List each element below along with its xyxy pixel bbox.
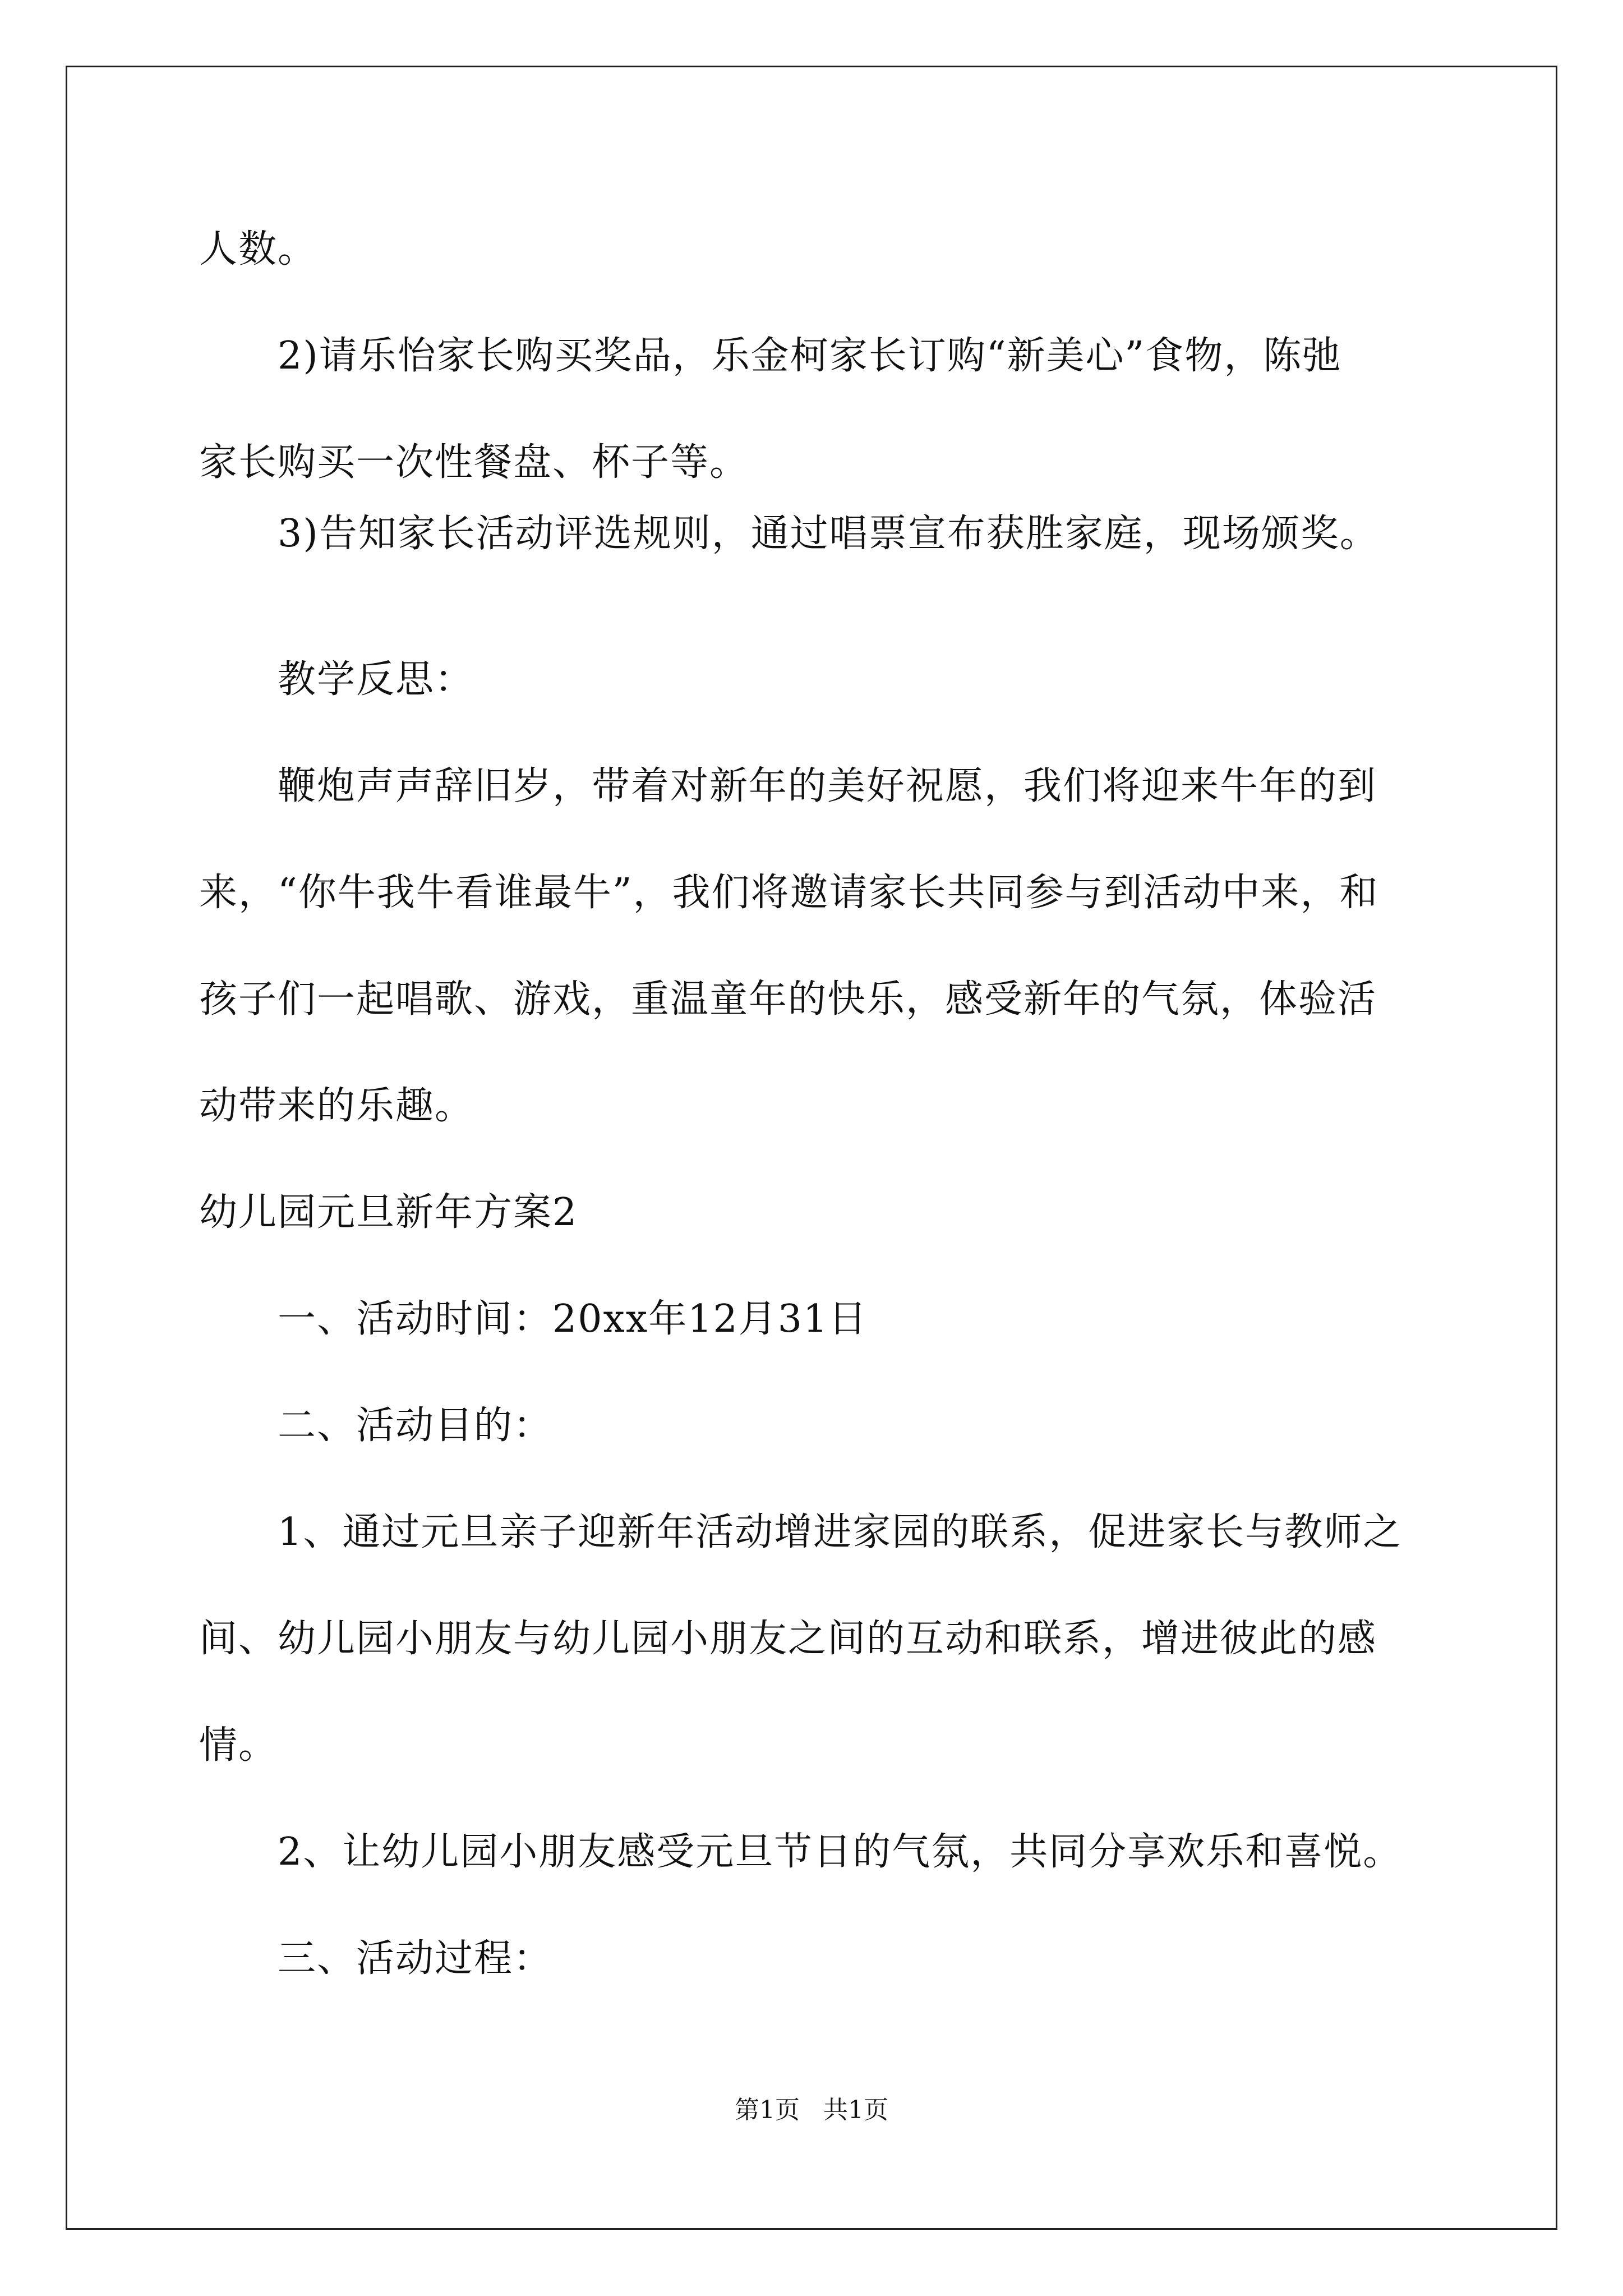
text-line: 人数。 bbox=[199, 227, 317, 272]
text-line: 2)请乐怡家长购买奖品，乐金柯家长订购“新美心”食物，陈弛 bbox=[278, 334, 1342, 378]
text-line: 3)告知家长活动评选规则，通过唱票宣布获胜家庭，现场颁奖。 bbox=[278, 512, 1379, 556]
text-line: 来，“你牛我牛看谁最牛”，我们将邀请家长共同参与到活动中来，和 bbox=[199, 871, 1379, 915]
page-footer: 第1页 共1页 bbox=[735, 2096, 888, 2124]
text-line: 孩子们一起唱歌、游戏，重温童年的快乐，感受新年的气氛，体验活 bbox=[199, 977, 1377, 1022]
text-line: 情。 bbox=[199, 1723, 278, 1768]
section-heading: 二、活动目的： bbox=[278, 1404, 553, 1448]
text-line: 1、通过元旦亲子迎新年活动增进家园的联系，促进家长与教师之 bbox=[278, 1510, 1403, 1554]
text-line: 家长购买一次性餐盘、杯子等。 bbox=[199, 440, 749, 485]
text-line: 动带来的乐趣。 bbox=[199, 1084, 474, 1128]
text-line: 一、活动时间：20xx年12月31日 bbox=[278, 1297, 868, 1341]
text-line: 间、幼儿园小朋友与幼儿园小朋友之间的互动和联系，增进彼此的感 bbox=[199, 1617, 1377, 1661]
page-border bbox=[66, 66, 1557, 2230]
document-subtitle: 幼儿园元旦新年方案2 bbox=[199, 1190, 578, 1235]
text-line: 2、让幼儿园小朋友感受元旦节日的气氛，共同分享欢乐和喜悦。 bbox=[278, 1830, 1403, 1874]
text-line: 鞭炮声声辞旧岁，带着对新年的美好祝愿，我们将迎来牛年的到 bbox=[278, 764, 1377, 808]
section-heading: 教学反思： bbox=[278, 657, 474, 702]
section-heading: 三、活动过程： bbox=[278, 1936, 553, 1981]
